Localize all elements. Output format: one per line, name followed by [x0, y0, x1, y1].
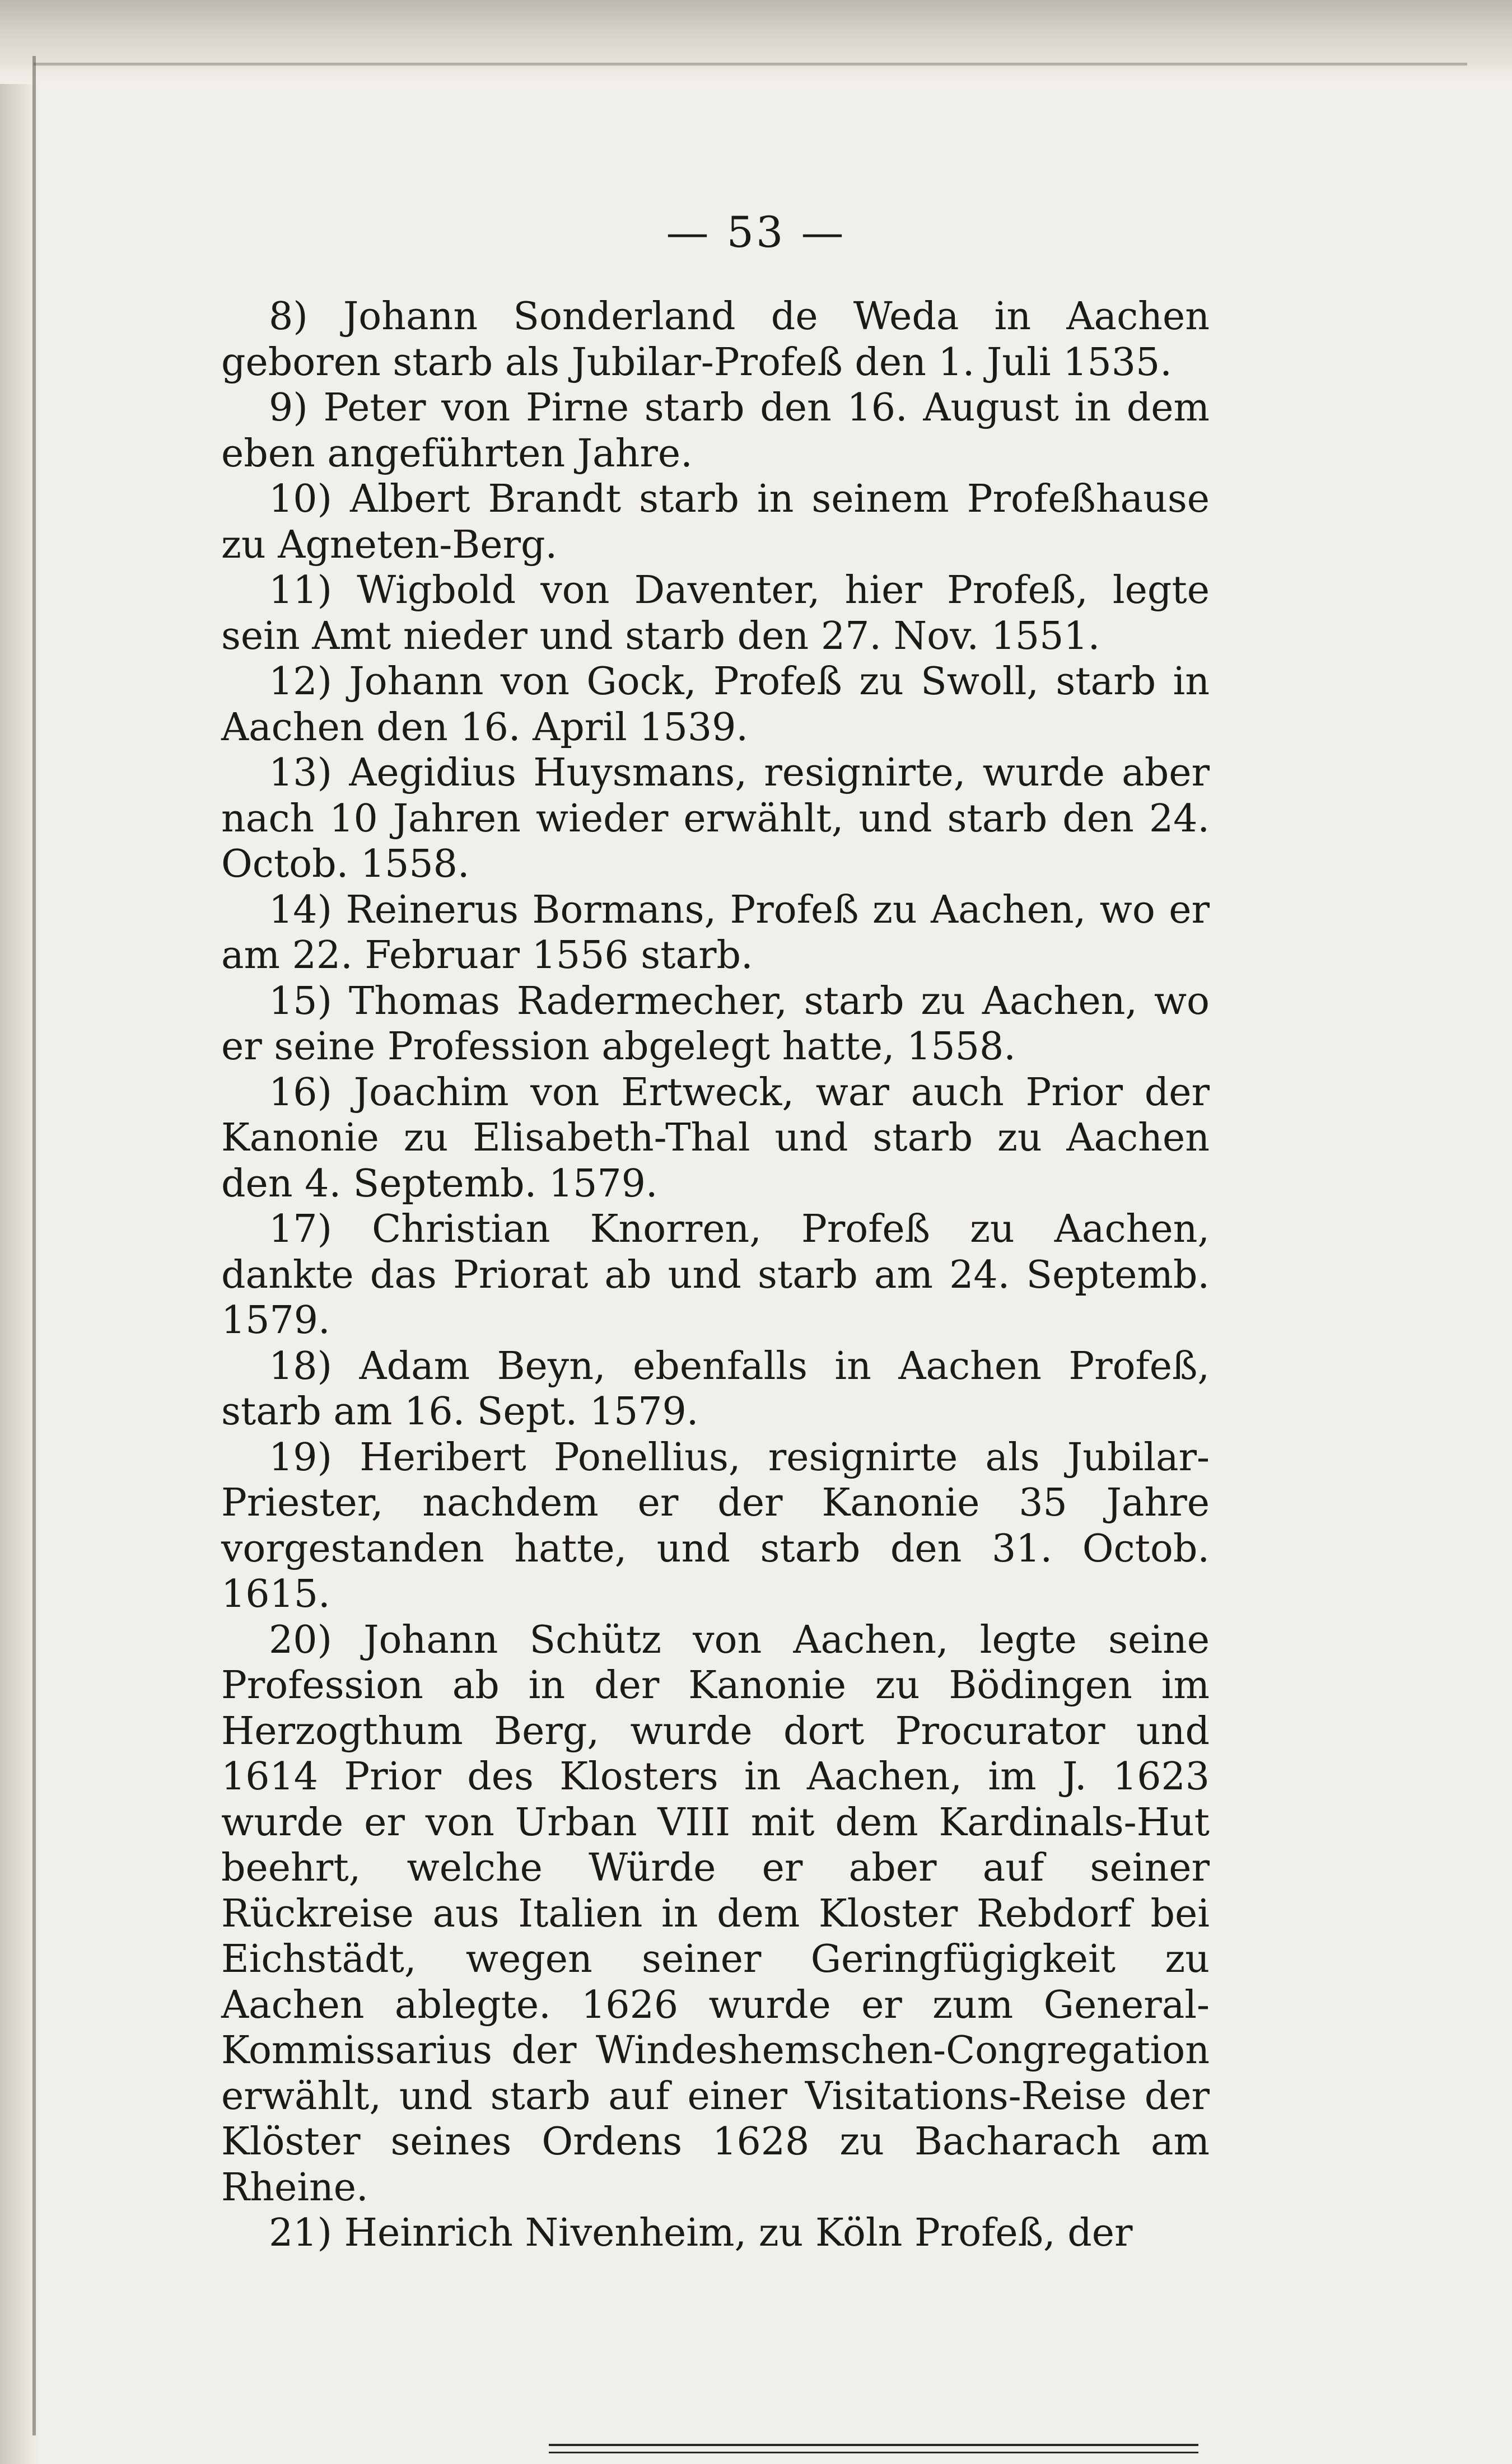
- scan-shadow-top: [0, 0, 1512, 84]
- entry-21: 21) Heinrich Nivenheim, zu Köln Profeß, der: [269, 2211, 1133, 2255]
- entry-14: 14) Reinerus Bormans, Profeß zu Aachen, wo er am 22. Februar 1556 starb.: [221, 887, 1210, 978]
- top-edge-line: [34, 63, 1467, 66]
- body-text: [221, 294, 1210, 2256]
- entry-20: 20) Johann Schütz von Aachen, legte seine Profession ab in der Kanonie zu Bödingen im Herzogthum Berg, wurde dort Procurator und 1614 Prior des Klosters in Aachen, im J. 1623 wurde er von Urban VIII mit dem Kardinals-Hut beehrt, welche Würde er aber auf seiner Rückreise aus Italien in dem Kloster Rebdorf bei Eichstädt, wegen seiner Geringfügigkeit zu Aachen ablegte. 1626 wurde er zum General-Kommissarius der Windeshemschen-Congregation erwählt, und starb auf einer Visitations-Reise der Klöster seines Ordens 1628 zu Bacharach am Rheine.: [221, 1617, 1210, 2210]
- entry-10: 10) Albert Brandt starb in seinem Profeßhause zu Agneten-Berg.: [221, 477, 1210, 567]
- entry-15: 15) Thomas Radermecher, starb zu Aachen, wo er seine Profession abgelegt hatte, 1558.: [221, 979, 1210, 1069]
- entry-16: 16) Joachim von Ertweck, war auch Prior der Kanonie zu Elisabeth-Thal und starb zu Aachen den 4. Septemb. 1579.: [221, 1070, 1210, 1206]
- entry-12: 12) Johann von Gock, Profeß zu Swoll, starb in Aachen den 16. April 1539.: [221, 660, 1210, 750]
- entry-13: 13) Aegidius Huysmans, resignirte, wurde aber nach 10 Jahren wieder erwählt, und starb den 24. Octob. 1558.: [221, 751, 1210, 886]
- entry-11: 11) Wigbold von Daventer, hier Profeß, legte sein Amt nieder und starb den 27. Nov. 1551.: [221, 568, 1210, 658]
- entry-8: 8) Johann Sonderland de Weda in Aachen geboren starb als Jubilar-Profeß den 1. Juli 1535.: [221, 294, 1210, 385]
- entry-19: 19) Heribert Ponellius, resignirte als Jubilar-Priester, nachdem er der Kanonie 35 Jahre vorgestanden hatte, und starb den 31. Octob. 1615.: [221, 1435, 1210, 1616]
- bottom-rule: [549, 2444, 1198, 2453]
- entry-18: 18) Adam Beyn, ebenfalls in Aachen Profeß, starb am 16. Sept. 1579.: [221, 1344, 1210, 1434]
- page-number: — 53 —: [666, 207, 846, 257]
- entry-9: 9) Peter von Pirne starb den 16. August in dem eben angeführten Jahre.: [221, 386, 1210, 476]
- entry-17: 17) Christian Knorren, Profeß zu Aachen, dankte das Priorat ab und starb am 24. Septemb. 1579.: [221, 1207, 1210, 1343]
- binding-edge-line: [32, 56, 36, 2435]
